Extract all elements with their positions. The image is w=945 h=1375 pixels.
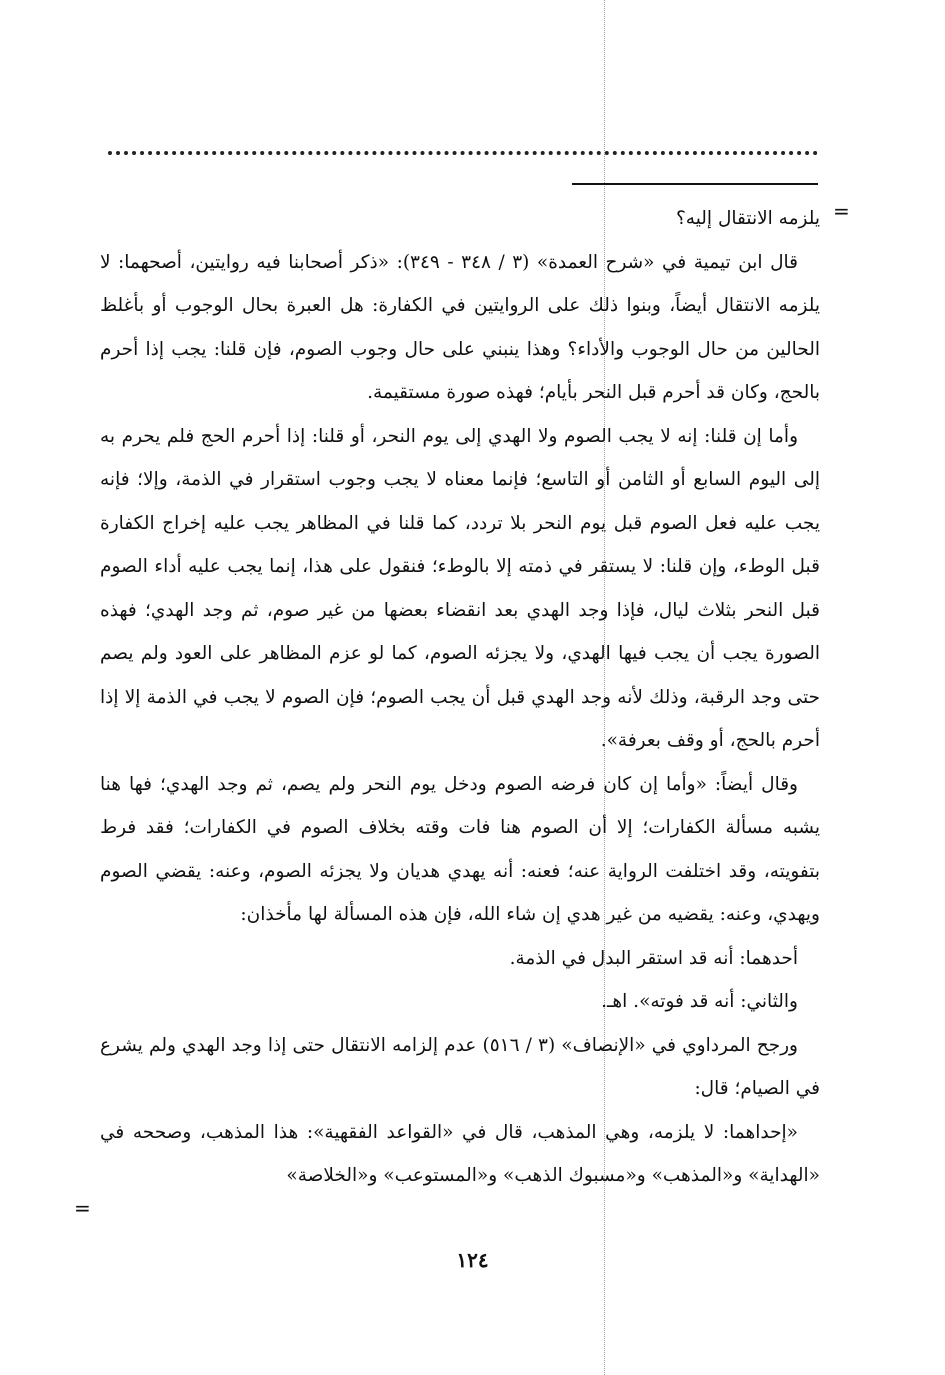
continuation-mark-bottom: = <box>74 1196 91 1220</box>
paragraph-he-also-said: وقال أيضاً: «وأما إن كان فرضه الصوم ودخل يوم النحر ولم يصم، ثم وجد الهدي؛ فها هنا يشبه مسألة الكفارات؛ إلا أن الصوم هنا فات وقته بخلاف الصوم في الكفارات؛ فقد فرط بتفويته، وقد اختلفت الرواية عنه؛ فعنه: أنه يهدي هديان ولا يجزئه الصوم، وعنه: يقضي الصوم ويهدي، وعنه: يقضيه من غير هدي إن شاء الله، فإن هذه المسألة لها مأخذان: <box>100 773 820 925</box>
paragraph-if-we-said: وأما إن قلنا: إنه لا يجب الصوم ولا الهدي إلى يوم النحر، أو قلنا: إذا أحرم الحج فلم يحرم به إلى اليوم السابع أو الثامن أو التاسع؛ فإنما معناه لا يجب وجوب استقرار في الذمة، وإلا؛ فإنه يجب عليه فعل الصوم قبل يوم النحر بلا تردد، كما قلنا في المظاهر يجب عليه إخراج الكفارة قبل الوطء، وإن قلنا: لا يستقر في ذمته إلا بالوطء؛ فنقول على هذا، إنما يجب عليه أداء الصوم قبل النحر بثلاث ليال، فإذا وجد الهدي بعد انقضاء بعضها من غير صوم، ثم وجد الهدي؛ فهذه الصورة يجب أن يجب فيها الهدي، ولا يجزئه الصوم، كما لو عزم المظاهر على العود ولم يصم حتى وجد الرقبة، وذلك لأنه وجد الهدي قبل أن يجب الصوم؛ فإن الصوم لا يجب في الذمة إلا إذا أحرم بالحج، أو وقف بعرفة». <box>100 425 820 751</box>
paragraph-first-reason: أحدهما: أنه قد استقر البدل في الذمة. <box>509 947 798 969</box>
footnote-separator-rule <box>572 183 818 185</box>
paragraph-second-reason: والثاني: أنه قد فوته». اهـ. <box>601 991 798 1012</box>
paragraph-mardawi: ورجح المرداوي في «الإنصاف» (٣ / ٥١٦) عدم إلزامه الانتقال حتى إذا وجد الهدي ولم يشرع في الصيام؛ قال: <box>100 1034 820 1099</box>
paragraph-first-narration: «إحداهما: لا يلزمه، وهي المذهب، قال في «القواعد الفقهية»: هذا المذهب، وصححه في «الهداية» و«المذهب» و«مسبوك الذهب» و«المستوعب» و«الخلاصة» <box>100 1121 820 1186</box>
header-dotted-rule <box>108 151 818 155</box>
footnote-body <box>100 197 820 1198</box>
page-number: ١٢٤ <box>456 1248 489 1272</box>
continuation-mark-top: = <box>833 199 850 223</box>
paragraph-ibn-taymiyyah-quote: قال ابن تيمية في «شرح العمدة» (٣ / ٣٤٨ - ٣٤٩): «ذكر أصحابنا فيه روايتين، أصحهما: لا يلزمه الانتقال أيضاً، وبنوا ذلك على الروايتين في الكفارة: هل العبرة بحال الوجوب أو بأغلظ الحالين من حال الوجوب والأداء؟ وهذا ينبني على حال وجوب الصوم، فإن قلنا: يجب إذا أحرم بالحج، وكان قد أحرم قبل النحر بأيام؛ فهذه صورة مستقيمة. <box>100 251 820 403</box>
paragraph-continued: يلزمه الانتقال إليه؟ <box>675 208 820 229</box>
